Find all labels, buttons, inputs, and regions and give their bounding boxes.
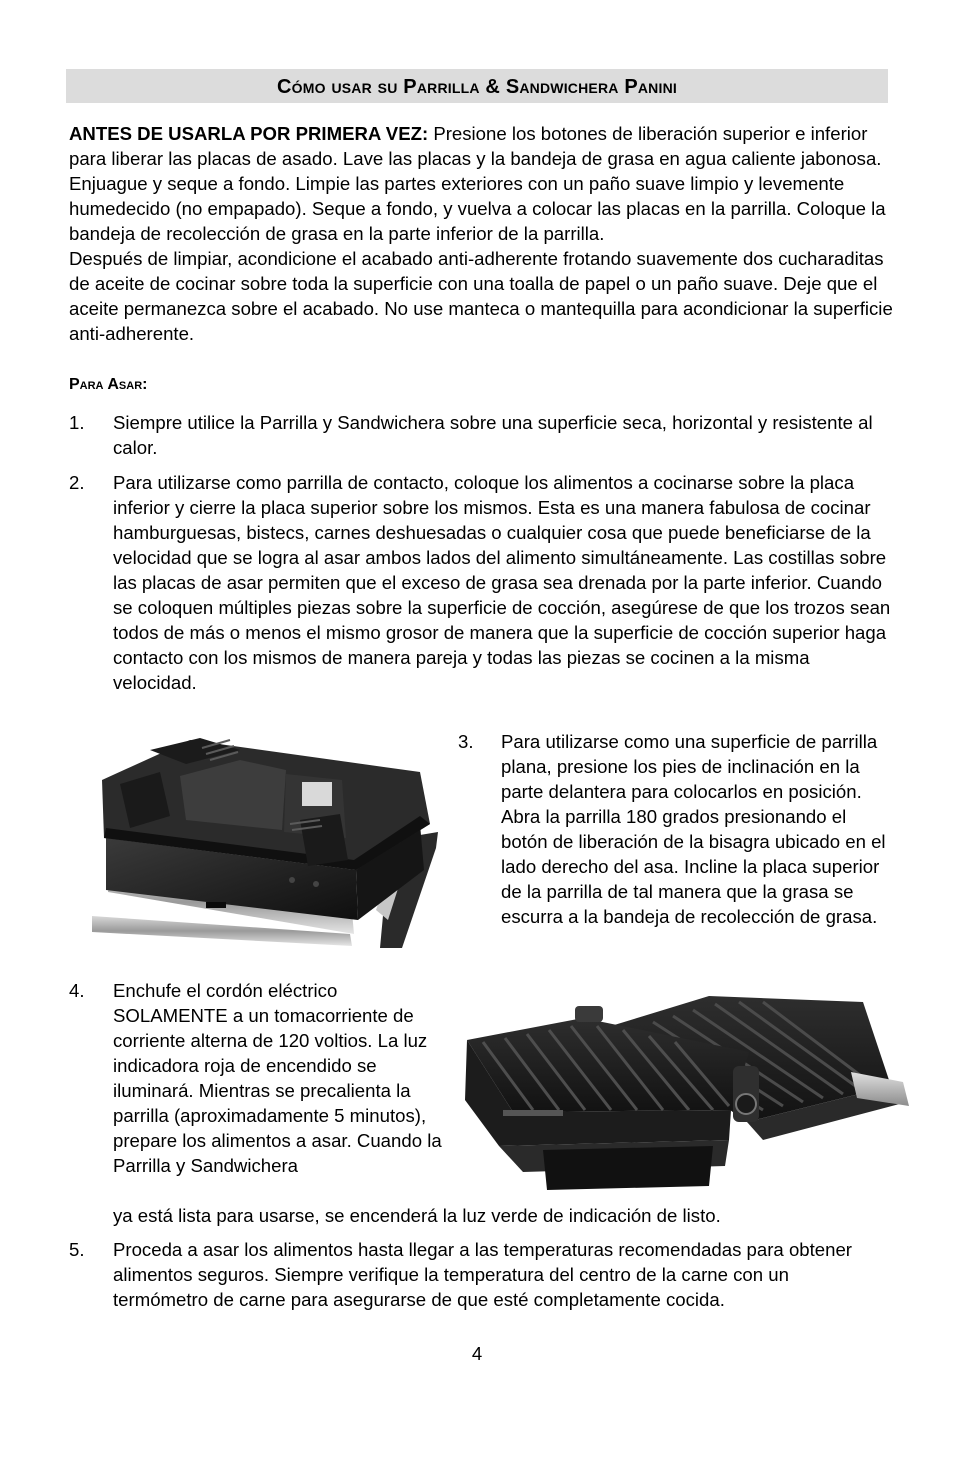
page-title: Cómo usar su Parrilla & Sandwichera Panini [277, 76, 677, 98]
intro-section [69, 121, 897, 346]
page-number: 4 [471, 1343, 483, 1364]
list-text: Proceda a asar los alimentos hasta llegar a las temperaturas recomendadas para obtener alimentos seguros. Siempre verifique la temperatura del centro de la carne con un termómetro de carne para asegurarse de que esté completamente cocida. [113, 1239, 853, 1310]
intro-text-1: Presione los botones de liberación superior e inferior para liberar las placas de asado. Lave las placas y la bandeja de grasa en agua caliente jabonosa. Enjuague y seque a fondo. Limpie las partes exteriores con un paño suave limpio y levemente humedecido (no empapado). Seque a fondo, y vuelva a colocar las placas en la parrilla. Coloque la bandeja de recolección de grasa en la parte inferior de la parrilla. [69, 123, 886, 244]
closed-grill-photo [90, 720, 440, 948]
list-text: Siempre utilice la Parrilla y Sandwichera sobre una superficie seca, horizontal y resistente al calor. [113, 412, 873, 458]
list-number: 2. [69, 472, 85, 493]
list-number: 3. [458, 731, 474, 752]
list-text-continued: ya está lista para usarse, se encenderá la luz verde de indicación de listo. [113, 1205, 721, 1226]
section-subhead: Para Asar: [69, 376, 148, 393]
list-text: Para utilizarse como parrilla de contacto, coloque los alimentos a cocinarse sobre la placa inferior y cierre la placa superior sobre los mismos. Esta es una manera fabulosa de cocinar hamburguesas, bistecs, carnes deshuesadas o cualquier cosa que puede beneficiarse de la velocidad que se logra al asar ambos lados del alimento simultáneamente. Las costillas sobre las placas de asar permiten que el exceso de grasa sea drenada por la parte inferior. Cuando se coloquen múltiples piezas sobre la superficie de cocción, asegúrese de que los trozos sean todos de más o menos el mismo grosor de manera que la superficie de cocción superior haga contacto con los mismos de manera pareja y todas las piezas se cocinen a la misma velocidad. [113, 472, 891, 693]
intro-paragraph-1 [69, 121, 897, 246]
list-text: Enchufe el cordón eléctrico SOLAMENTE a un tomacorriente de corriente alterna de 120 voltios. La luz indicadora roja de encendido se iluminará. Mientras se precalienta la parrilla (aproximadamente 5 minutos), prepare los alimentos a asar. Cuando la Parrilla y Sandwichera [113, 980, 442, 1176]
list-number: 1. [69, 412, 85, 433]
list-number: 4. [69, 980, 85, 1001]
open-grill-photo [463, 990, 909, 1196]
intro-lead: ANTES DE USARLA POR PRIMERA VEZ: [69, 123, 429, 144]
list-text: Para utilizarse como una superficie de parrilla plana, presione los pies de inclinación en la parte delantera para colocarlos en posición. Abra la parrilla 180 grados presionando el botón de liberación de la bisagra ubicado en el lado derecho del asa. Incline la placa superior de la parrilla de tal manera que la grasa se escurra a la bandeja de recolección de grasa. [501, 731, 886, 927]
intro-paragraph-2: Después de limpiar, acondicione el acabado anti-adherente frotando suavemente dos cucharaditas de aceite de cocinar sobre toda la superficie con una toalla de papel o un paño suave. Deje que el aceite permanezca sobre el acabado. No use manteca o mantequilla para acondicionar la superficie anti-adherente. [69, 248, 893, 344]
list-number: 5. [69, 1239, 85, 1260]
